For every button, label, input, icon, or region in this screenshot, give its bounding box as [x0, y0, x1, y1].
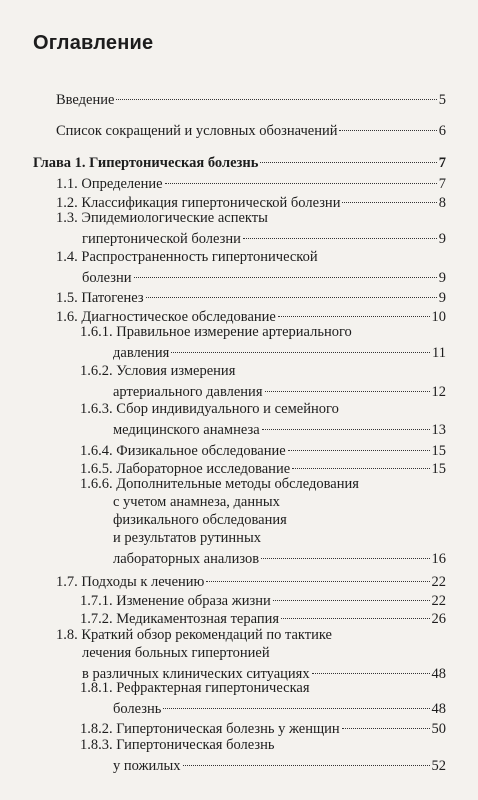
toc-entry-text: 1.6.4. Физикальное обследование: [80, 442, 286, 459]
toc-page-number: 52: [431, 757, 446, 774]
toc-entry-text: 1.8.1. Рефрактерная гипертоническая: [80, 680, 310, 696]
toc-entry[interactable]: [80, 323, 446, 362]
toc-page-number: 12: [431, 383, 446, 400]
dot-leader: [183, 750, 430, 766]
toc-entry-text: 1.6.2. Условия измерения: [80, 363, 236, 379]
toc-page-number: 6: [438, 122, 446, 139]
page-title: Оглавление: [33, 32, 154, 54]
toc-entry-text: физикального обследования: [113, 512, 287, 528]
toc-entry-text: медицинского анамнеза: [113, 421, 260, 438]
toc-page-number: 7: [438, 175, 446, 192]
toc-entry-text: Глава 1. Гипертоническая болезнь: [33, 154, 259, 171]
toc-entry-text: Введение: [56, 91, 115, 108]
dot-leader: [265, 376, 430, 392]
toc-entry-text: Список сокращений и условных обозначений: [56, 122, 338, 139]
dot-leader: [339, 115, 436, 131]
dot-leader: [171, 337, 430, 353]
toc-page-number: 16: [431, 550, 446, 567]
dot-leader: [206, 566, 429, 582]
toc-entry-text: у пожилых: [113, 757, 181, 774]
toc-page-number: 26: [431, 610, 446, 627]
dot-leader: [243, 223, 437, 239]
toc-entry[interactable]: [80, 679, 446, 718]
toc-page-number: 13: [431, 421, 446, 438]
toc-entry-text: гипертонической болезни: [82, 230, 241, 247]
toc-entry-text: 1.6.1. Правильное измерение артериального: [80, 324, 352, 340]
toc-page-number: 8: [438, 194, 446, 211]
toc-page-number: 50: [431, 720, 446, 737]
toc-page-number: 48: [431, 700, 446, 717]
dot-leader: [163, 693, 429, 709]
toc-page-number: 22: [431, 573, 446, 590]
toc-entry[interactable]: [80, 607, 446, 628]
toc-entry-text: 1.7. Подходы к лечению: [56, 573, 205, 590]
toc-page-number: 15: [431, 442, 446, 459]
toc-entry-text: лечения больных гипертонией: [82, 645, 270, 661]
dot-leader: [312, 658, 430, 674]
dot-leader: [342, 187, 436, 203]
dot-leader: [261, 543, 429, 559]
toc-entry-text: 1.1. Определение: [56, 175, 163, 192]
dot-leader: [262, 414, 430, 430]
toc-entry[interactable]: [80, 736, 446, 775]
toc-page-number: 22: [431, 592, 446, 609]
toc-entry[interactable]: [56, 88, 446, 109]
toc-entry[interactable]: [80, 717, 446, 738]
toc-entry[interactable]: [80, 475, 446, 568]
dot-leader: [116, 84, 436, 100]
toc-entry-text: 1.2. Классификация гипертонической болезни: [56, 194, 341, 211]
dot-leader: [273, 585, 430, 601]
toc-entry-text: 1.7.2. Медикаментозная терапия: [80, 610, 280, 627]
toc-entry-text: 1.7.1. Изменение образа жизни: [80, 592, 271, 609]
toc-entry-text: 1.6.3. Сбор индивидуального и семейного: [80, 401, 339, 417]
toc-page-number: 9: [438, 289, 446, 306]
toc-page-number: 10: [431, 308, 446, 325]
toc-page-number: 48: [431, 665, 446, 682]
dot-leader: [165, 168, 437, 184]
toc-entry[interactable]: [56, 626, 446, 683]
dot-leader: [278, 301, 430, 317]
dot-leader: [260, 147, 436, 163]
toc-entry-text: с учетом анамнеза, данных: [113, 494, 280, 510]
toc-entry-text: 1.8.2. Гипертоническая болезнь у женщин: [80, 720, 340, 737]
toc-entry-text: давления: [113, 344, 170, 361]
toc-page-number: 9: [438, 230, 446, 247]
toc-entry-text: и результатов рутинных: [113, 530, 261, 546]
toc-page-number: 15: [431, 460, 446, 477]
toc-entry-text: в различных клинических ситуациях: [82, 665, 310, 682]
toc-entry[interactable]: [56, 119, 446, 140]
toc-entry-text: 1.6. Диагностическое обследование: [56, 308, 276, 325]
toc-entry-text: 1.8. Краткий обзор рекомендаций по тактике: [56, 627, 332, 643]
toc-page-number: 7: [438, 154, 446, 171]
toc-entry-text: 1.3. Эпидемиологические аспекты: [56, 210, 268, 226]
toc-entry-text: 1.6.6. Дополнительные методы обследования: [80, 476, 359, 492]
toc-entry-text: 1.4. Распространенность гипертонической: [56, 249, 318, 265]
toc-entry[interactable]: [56, 209, 446, 248]
toc-entry-text: 1.6.5. Лабораторное исследование: [80, 460, 291, 477]
toc-entry-text: болезни: [82, 269, 132, 286]
dot-leader: [342, 713, 430, 729]
dot-leader: [134, 262, 437, 278]
dot-leader: [281, 603, 429, 619]
toc-entry-text: болезнь: [113, 700, 162, 717]
dot-leader: [292, 453, 429, 469]
toc-entry-text: 1.8.3. Гипертоническая болезнь: [80, 737, 275, 753]
toc-entry-text: артериального давления: [113, 383, 263, 400]
toc-page-number: 11: [432, 344, 446, 361]
toc-page-number: 5: [438, 91, 446, 108]
toc-entry-text: 1.5. Патогенез: [56, 289, 144, 306]
toc-page-number: 9: [438, 269, 446, 286]
toc-entry-text: лабораторных анализов: [113, 550, 260, 567]
toc-entry[interactable]: [56, 248, 446, 287]
dot-leader: [288, 435, 430, 451]
dot-leader: [146, 282, 437, 298]
toc-entry[interactable]: [80, 400, 446, 439]
toc-entry[interactable]: [80, 362, 446, 401]
